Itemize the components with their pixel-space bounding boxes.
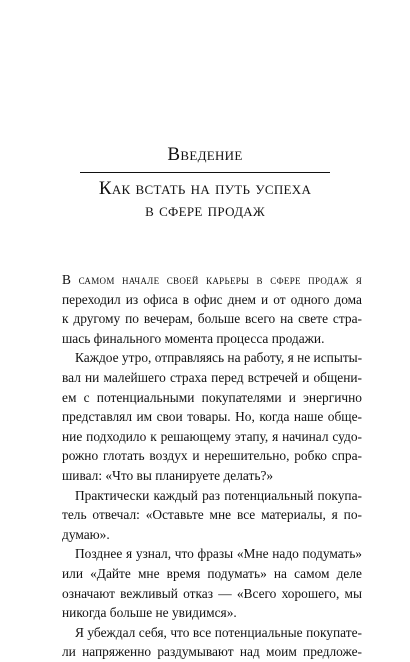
text-line: переходил из офиса в офис днем и от одного дома — [62, 291, 362, 307]
chapter-subtitle — [80, 178, 330, 222]
text-line: Практически каждый раз потенциальный покупа- — [75, 487, 362, 503]
chapter-subtitle-line-1: Как встать на путь успеха — [98, 178, 312, 199]
text-line: Я убеждал себя, что все потенциальные покупате- — [75, 624, 362, 640]
text-line: означают вежливый отказ — «Всего хорошего, мы — [62, 585, 362, 601]
text-line: или «Дайте мне время подумать» на самом деле — [62, 565, 362, 581]
text-line: Позднее я узнал, что фразы «Мне надо подумать» — [75, 546, 362, 562]
chapter-subtitle-line-2: в сфере продаж — [145, 200, 265, 221]
text-line: думаю». — [62, 526, 110, 542]
text-line: ли напряженно раздумывают над моим предложе- — [62, 644, 362, 660]
text-line: тель отвечал: «Оставьте мне все материалы, я по- — [62, 507, 362, 523]
text-line: представлял им свои товары. Но, когда наше обще- — [62, 409, 362, 425]
text-line — [62, 270, 362, 290]
chapter-title: Введение — [167, 144, 243, 165]
body-text — [62, 270, 362, 662]
text-line: вал ни малейшего страха перед встречей и общени- — [62, 369, 362, 385]
title-divider — [80, 172, 330, 173]
text-line: никогда больше не увидимся». — [62, 605, 237, 621]
paragraph-lead: В самом начале своей карьеры в сфере продаж я — [62, 272, 362, 287]
text-line: шась финального момента процесса продажи. — [62, 330, 325, 346]
text-line: Каждое утро, отправляясь на работу, я не испыты- — [75, 350, 363, 366]
text-line: рожно глотать воздух и нерешительно, робко спра- — [62, 448, 362, 464]
text-line: ние подходило к решающему этапу, я начинал судо- — [62, 428, 362, 444]
text-line: к другому по вечерам, больше всего на свете стра- — [62, 311, 362, 327]
text-line: шивал: «Что вы планируете делать?» — [62, 467, 274, 483]
text-line: ем с потенциальными покупателями и энергично — [62, 389, 362, 405]
